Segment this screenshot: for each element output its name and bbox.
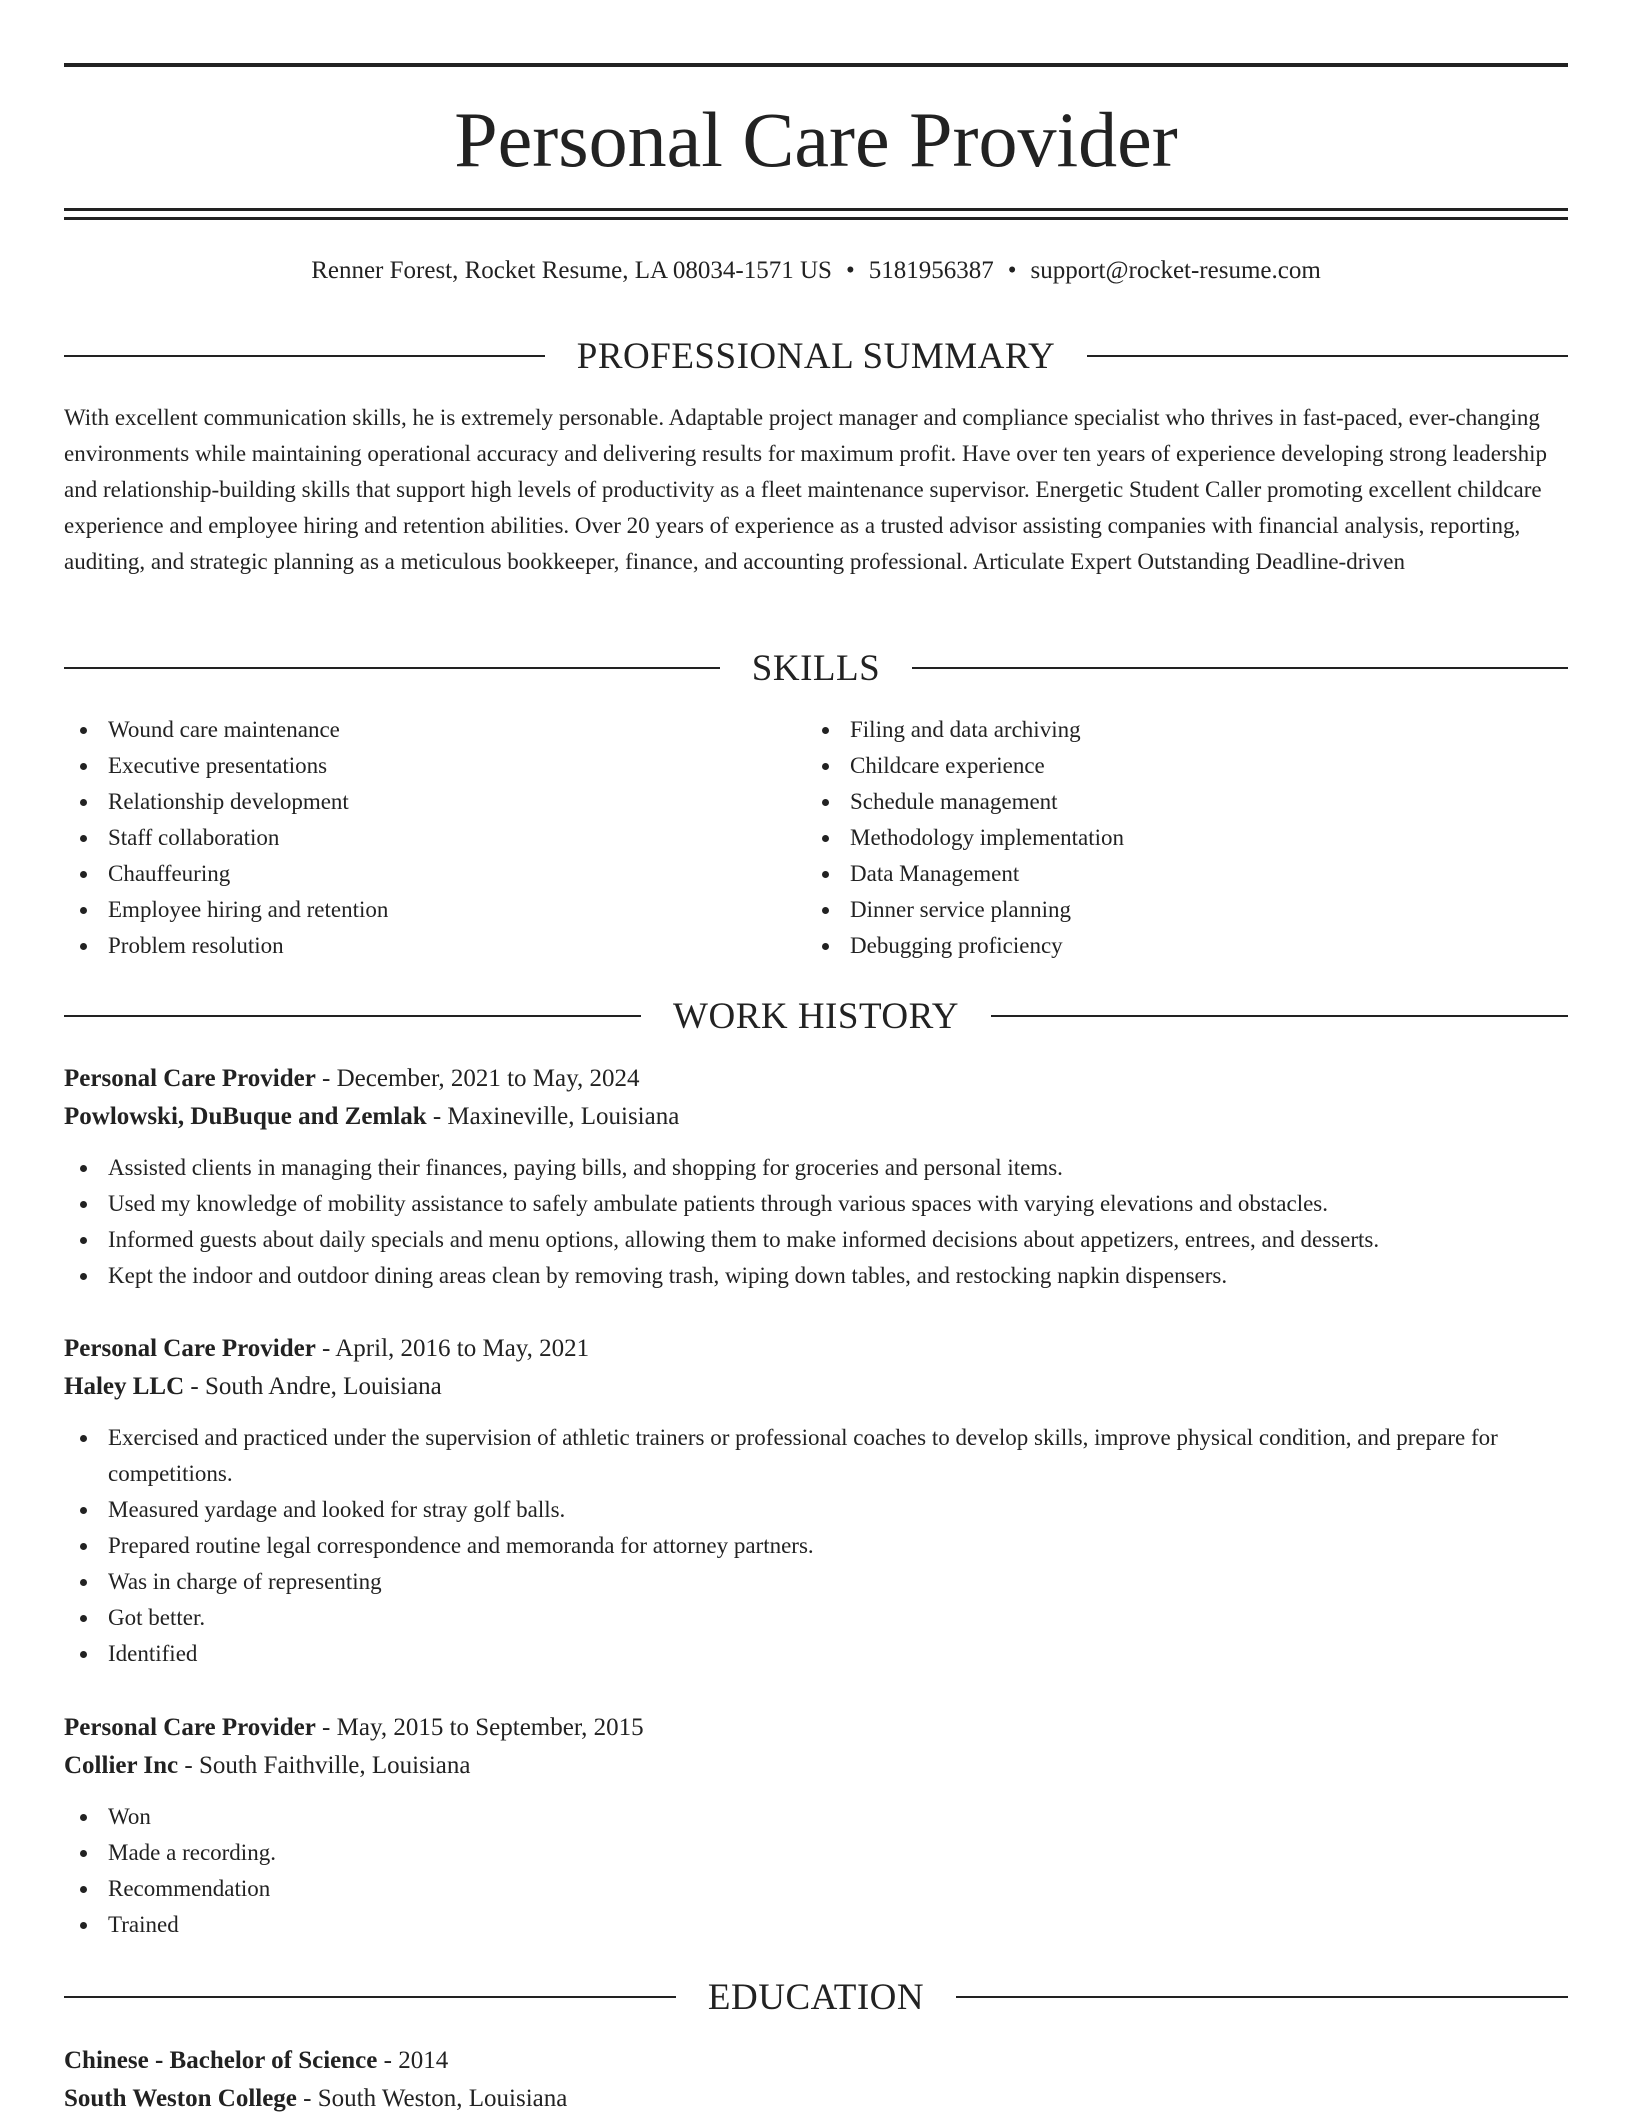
skill-item: Problem resolution — [64, 928, 784, 964]
contact-address: Renner Forest, Rocket Resume, LA 08034-1571 US — [311, 257, 832, 284]
header-double-rule-lower — [64, 217, 1568, 220]
skill-item: Filing and data archiving — [806, 712, 1526, 748]
job-company: Haley LLC — [64, 1373, 185, 1400]
job-company-line — [64, 1368, 1568, 1406]
job-title-line — [64, 1709, 1568, 1747]
job-bullet: Recommendation — [64, 1871, 1568, 1907]
skill-item: Executive presentations — [64, 748, 784, 784]
section-rule-left — [64, 355, 545, 357]
skills-list-left — [64, 712, 784, 964]
job-bullet: Won — [64, 1799, 1568, 1835]
contact-email: support@rocket-resume.com — [1030, 257, 1321, 284]
skill-item: Data Management — [806, 856, 1526, 892]
job-title-line — [64, 1060, 1568, 1098]
education-school-line — [64, 2080, 1568, 2118]
skill-item: Debugging proficiency — [806, 928, 1526, 964]
skill-item: Chauffeuring — [64, 856, 784, 892]
skill-item: Staff collaboration — [64, 820, 784, 856]
job-dates: - December, 2021 to May, 2024 — [315, 1065, 640, 1092]
skill-item: Methodology implementation — [806, 820, 1526, 856]
skills-list-right — [806, 712, 1526, 964]
job-location: - South Faithville, Louisiana — [178, 1752, 471, 1779]
job-bullet: Prepared routine legal correspondence and memoranda for attorney partners. — [64, 1528, 1568, 1564]
contact-phone: 5181956387 — [868, 257, 994, 284]
section-rule-right — [912, 667, 1568, 669]
job-entry — [64, 1330, 1568, 1672]
job-company: Collier Inc — [64, 1752, 179, 1779]
job-bullet: Used my knowledge of mobility assistance to safely ambulate patients through various spaces with varying elevations and obstacles. — [64, 1186, 1568, 1222]
skill-item: Schedule management — [806, 784, 1526, 820]
job-bullet: Measured yardage and looked for stray golf balls. — [64, 1492, 1568, 1528]
job-location: - Maxineville, Louisiana — [426, 1103, 680, 1130]
section-rule-left — [64, 1015, 641, 1017]
work-section-title: WORK HISTORY — [673, 995, 959, 1037]
job-entry — [64, 1709, 1568, 1943]
job-company: Powlowski, DuBuque and Zemlak — [64, 1103, 427, 1130]
education-location: - South Weston, Louisiana — [296, 2085, 568, 2112]
education-year: - 2014 — [377, 2047, 449, 2074]
job-position: Personal Care Provider — [64, 1335, 316, 1362]
contact-line — [64, 254, 1568, 288]
education-section-header — [64, 1975, 1568, 2019]
skill-item: Employee hiring and retention — [64, 892, 784, 928]
section-rule-left — [64, 667, 720, 669]
header-top-rule — [64, 63, 1568, 67]
job-bullet: Got better. — [64, 1600, 1568, 1636]
section-rule-right — [956, 1996, 1568, 1998]
skill-item: Dinner service planning — [806, 892, 1526, 928]
job-location: - South Andre, Louisiana — [184, 1373, 442, 1400]
summary-section-header — [64, 334, 1568, 378]
job-bullet: Was in charge of representing — [64, 1564, 1568, 1600]
section-rule-right — [1087, 355, 1568, 357]
job-bullet: Exercised and practiced under the supervision of athletic trainers or professional coaches to develop skills, improve physical condition, and prepare for competitions. — [64, 1420, 1568, 1492]
summary-section-title: PROFESSIONAL SUMMARY — [576, 335, 1056, 377]
job-position: Personal Care Provider — [64, 1065, 316, 1092]
education-degree-line — [64, 2042, 1568, 2080]
skill-item: Relationship development — [64, 784, 784, 820]
education-school: South Weston College — [64, 2085, 297, 2112]
job-title-line — [64, 1330, 1568, 1368]
education-section-title: EDUCATION — [707, 1976, 925, 2018]
job-entry — [64, 1060, 1568, 1294]
job-dates: - April, 2016 to May, 2021 — [315, 1335, 590, 1362]
education-degree: Chinese - Bachelor of Science — [64, 2047, 378, 2074]
section-rule-right — [991, 1015, 1568, 1017]
job-bullet: Made a recording. — [64, 1835, 1568, 1871]
summary-text: With excellent communication skills, he is extremely personable. Adaptable project manager and compliance specialist who thrives in fast-paced, ever-changing environments while maintaining operational accuracy and delivering results for maximum profit. Have over ten years of experience developing strong leadership and relationship-building skills that support high levels of productivity as a fleet maintenance supervisor. Energetic Student Caller promoting excellent childcare experience and employee hiring and retention abilities. Over 20 years of experience as a trusted advisor assisting companies with financial analysis, reporting, auditing, and strategic planning as a meticulous bookkeeper, finance, and accounting professional. Articulate Expert Outstanding Deadline-driven — [64, 405, 1547, 574]
job-bullets — [64, 1150, 1568, 1294]
job-bullet: Trained — [64, 1907, 1568, 1943]
skill-item: Wound care maintenance — [64, 712, 784, 748]
contact-separator: • — [1007, 257, 1017, 284]
job-dates: - May, 2015 to September, 2015 — [315, 1714, 644, 1741]
job-position: Personal Care Provider — [64, 1714, 316, 1741]
skills-section-header — [64, 646, 1568, 690]
job-bullets — [64, 1420, 1568, 1672]
job-company-line — [64, 1747, 1568, 1785]
header-double-rule-upper — [64, 208, 1568, 211]
section-rule-left — [64, 1996, 676, 1998]
job-bullet: Assisted clients in managing their finances, paying bills, and shopping for groceries and personal items. — [64, 1150, 1568, 1186]
skill-item: Childcare experience — [806, 748, 1526, 784]
job-bullet: Informed guests about daily specials and menu options, allowing them to make informed decisions about appetizers, entrees, and desserts. — [64, 1222, 1568, 1258]
job-bullet: Kept the indoor and outdoor dining areas clean by removing trash, wiping down tables, and restocking napkin dispensers. — [64, 1258, 1568, 1294]
education-entry — [64, 2042, 1568, 2118]
job-company-line — [64, 1098, 1568, 1136]
job-bullet: Identified — [64, 1636, 1568, 1672]
contact-separator: • — [845, 257, 855, 284]
work-section-header — [64, 994, 1568, 1038]
job-bullets — [64, 1799, 1568, 1943]
candidate-name: Personal Care Provider — [454, 96, 1178, 183]
skills-section-title: SKILLS — [751, 647, 881, 689]
